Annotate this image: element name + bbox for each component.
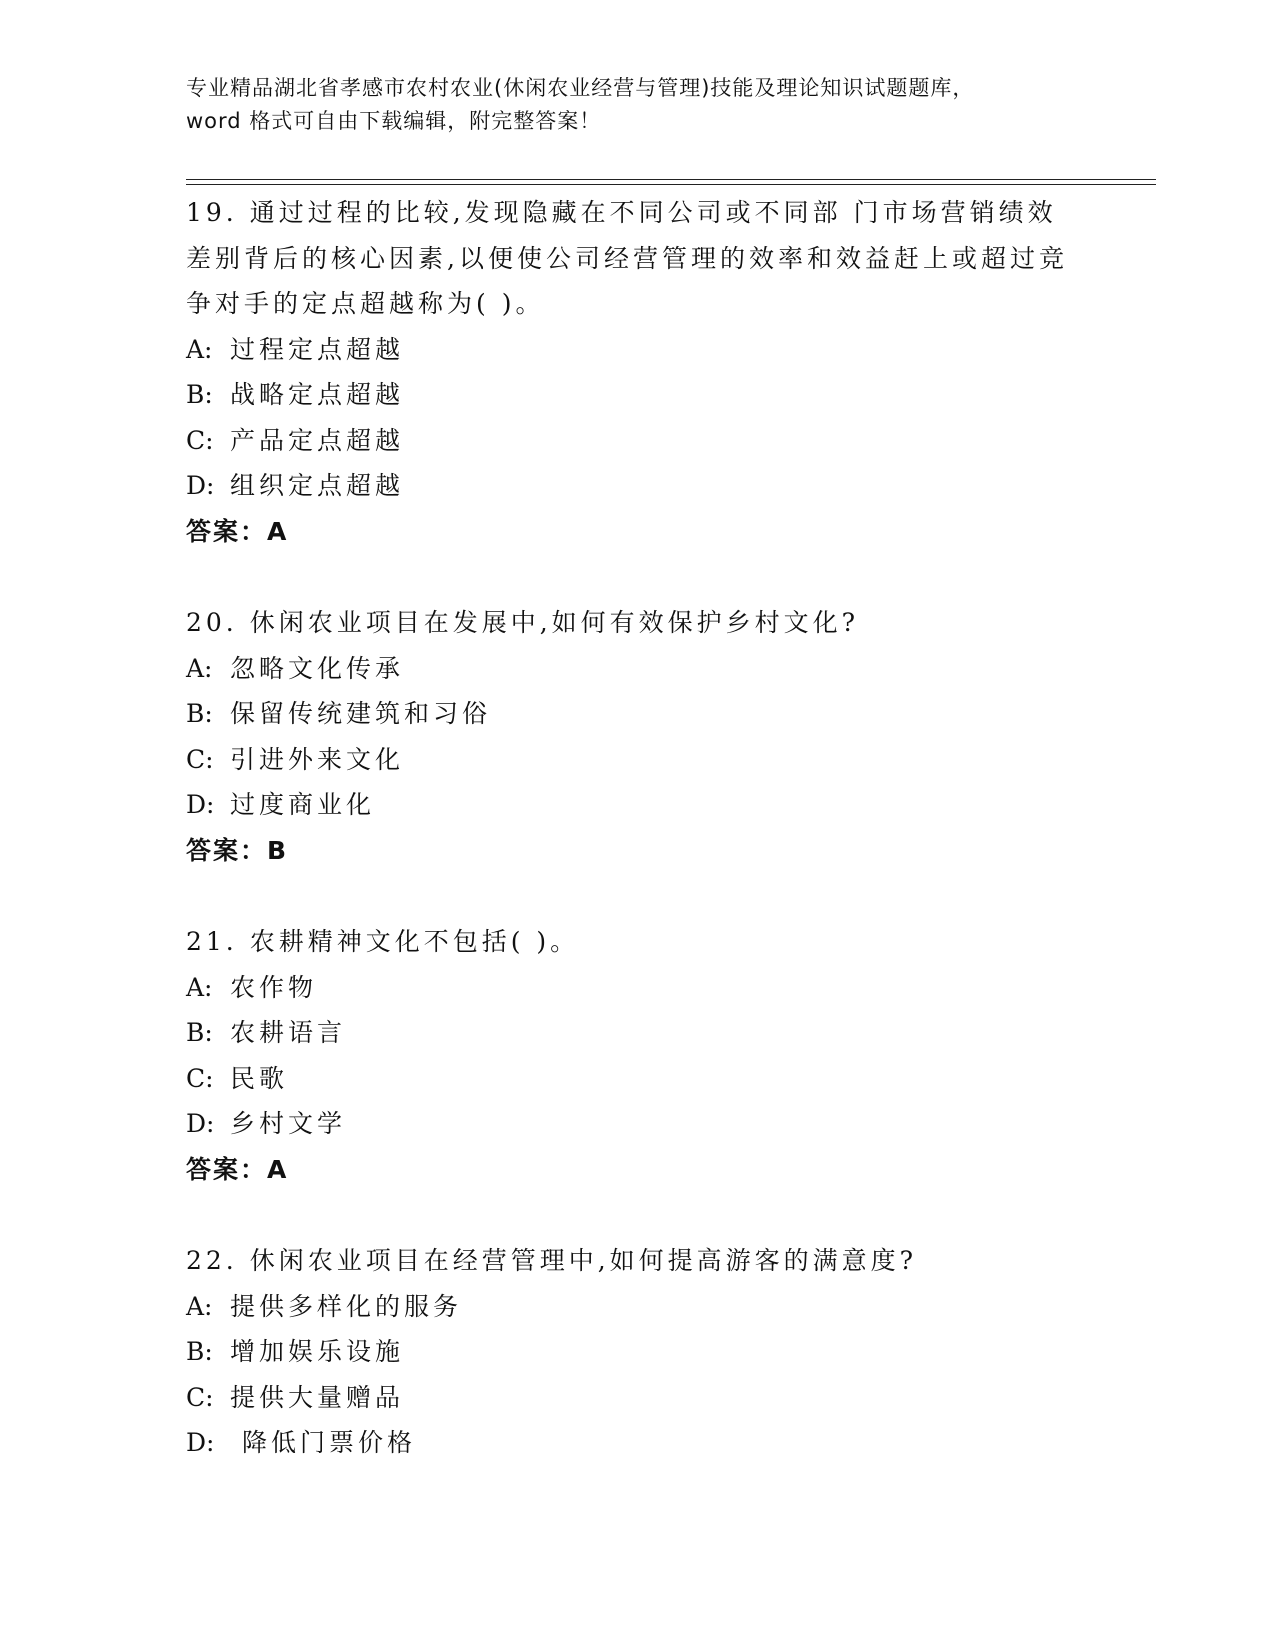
option-letter: D: xyxy=(186,790,215,819)
option-text: 民歌 xyxy=(230,1063,289,1093)
option-text: 战略定点超越 xyxy=(230,380,405,409)
question-list xyxy=(186,190,1086,1466)
document-header xyxy=(186,72,1086,138)
question-spacer xyxy=(186,554,1086,600)
question-19 xyxy=(186,190,1086,554)
option-b xyxy=(186,1329,1086,1375)
option-letter: B: xyxy=(186,1337,213,1366)
option-letter: B: xyxy=(186,380,213,409)
option-b xyxy=(186,372,1086,418)
header-divider-top xyxy=(186,179,1156,180)
option-letter: C: xyxy=(186,425,214,455)
option-letter: C: xyxy=(186,1063,214,1093)
question-spacer xyxy=(186,873,1086,919)
answer-line: 答案：A xyxy=(186,1154,289,1184)
option-letter: D: xyxy=(186,1109,215,1138)
header-line-1: 专业精品湖北省孝感市农村农业(休闲农业经营与管理)技能及理论知识试题题库， xyxy=(186,76,975,100)
option-text: 引进外来文化 xyxy=(230,744,405,774)
option-text: 组织定点超越 xyxy=(230,471,405,500)
option-text: 降低门票价格 xyxy=(230,1428,416,1457)
option-c xyxy=(186,1056,1086,1102)
option-b xyxy=(186,691,1086,737)
option-d xyxy=(186,1420,1086,1466)
option-a xyxy=(186,646,1086,692)
question-stem-line: 争对手的定点超越称为( )。 xyxy=(186,289,545,318)
option-d xyxy=(186,1101,1086,1147)
option-text: 乡村文学 xyxy=(230,1109,347,1138)
option-letter: A: xyxy=(186,972,213,1002)
header-divider-bottom xyxy=(186,184,1156,185)
option-letter: C: xyxy=(186,1382,214,1412)
option-letter: B: xyxy=(186,699,213,728)
option-letter: D: xyxy=(186,1428,215,1457)
option-letter: A: xyxy=(186,653,213,683)
question-stem-line: 22. 休闲农业项目在经营管理中,如何提高游客的满意度? xyxy=(186,1246,918,1275)
option-letter: C: xyxy=(186,744,214,774)
option-text: 农作物 xyxy=(230,972,318,1002)
option-text: 忽略文化传承 xyxy=(230,653,405,683)
option-a xyxy=(186,1284,1086,1330)
option-text: 产品定点超越 xyxy=(230,425,405,455)
option-text: 提供多样化的服务 xyxy=(230,1291,463,1321)
question-stem-line: 21. 农耕精神文化不包括( )。 xyxy=(186,927,580,956)
question-stem-line: 差别背后的核心因素,以便使公司经营管理的效率和效益赶上或超过竞 xyxy=(186,243,1068,273)
option-text: 提供大量赠品 xyxy=(230,1382,405,1412)
question-spacer xyxy=(186,1192,1086,1238)
option-c xyxy=(186,1375,1086,1421)
option-a xyxy=(186,965,1086,1011)
option-text: 农耕语言 xyxy=(230,1018,347,1047)
option-a xyxy=(186,327,1086,373)
question-stem-line: 20. 休闲农业项目在发展中,如何有效保护乡村文化? xyxy=(186,608,860,637)
option-d xyxy=(186,463,1086,509)
header-line-2: word 格式可自由下载编辑，附完整答案！ xyxy=(186,109,602,133)
question-22 xyxy=(186,1238,1086,1466)
option-c xyxy=(186,737,1086,783)
option-text: 增加娱乐设施 xyxy=(230,1337,405,1366)
option-c xyxy=(186,418,1086,464)
option-letter: A: xyxy=(186,1291,213,1321)
option-text: 保留传统建筑和习俗 xyxy=(230,699,492,728)
answer-line: 答案：B xyxy=(186,835,289,865)
option-d xyxy=(186,782,1086,828)
question-stem-line: 19. 通过过程的比较,发现隐藏在不同公司或不同部 门市场营销绩效 xyxy=(186,198,1057,227)
option-b xyxy=(186,1010,1086,1056)
option-text: 过度商业化 xyxy=(230,790,376,819)
answer-line: 答案：A xyxy=(186,516,289,546)
question-20 xyxy=(186,600,1086,873)
option-text: 过程定点超越 xyxy=(230,334,405,364)
option-letter: B: xyxy=(186,1018,213,1047)
question-21 xyxy=(186,919,1086,1192)
option-letter: A: xyxy=(186,334,213,364)
option-letter: D: xyxy=(186,471,215,500)
